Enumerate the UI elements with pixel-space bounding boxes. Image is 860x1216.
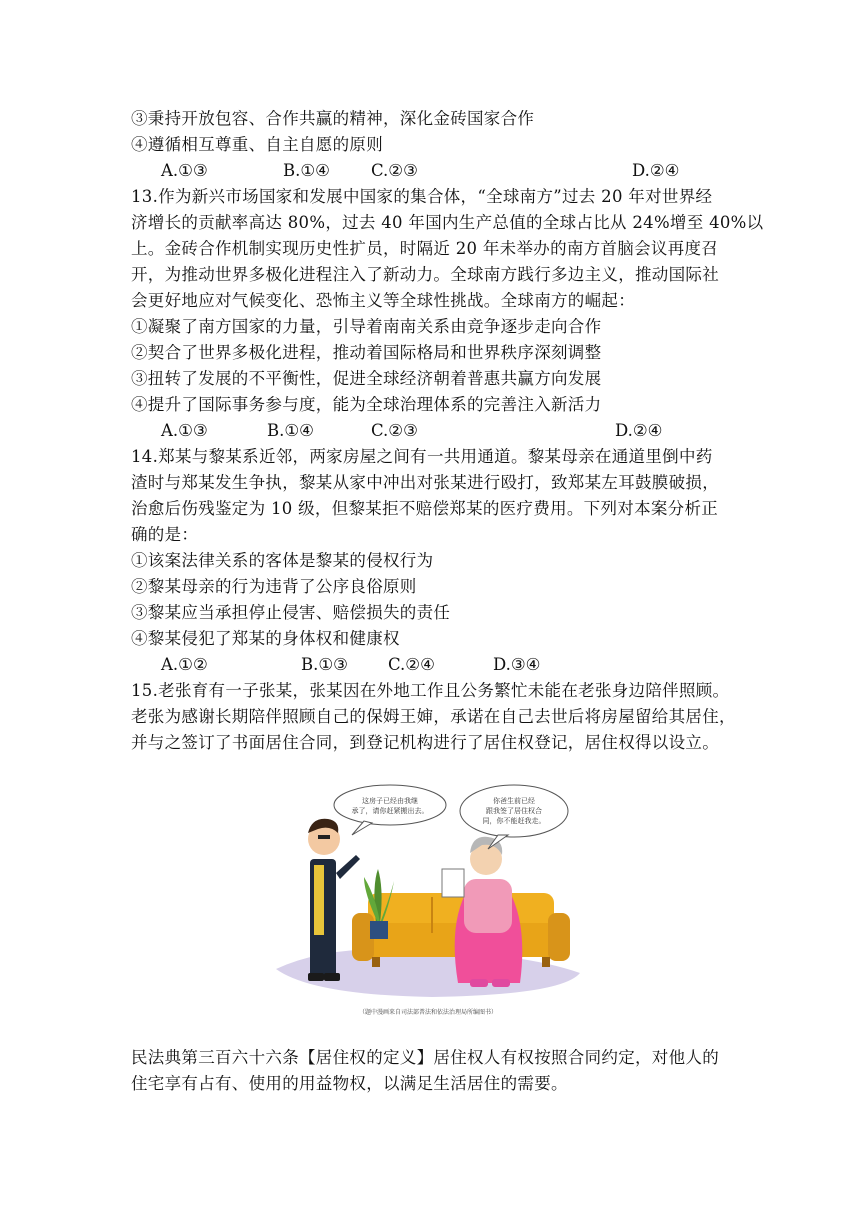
q14-statement-3: ③黎某应当承担停止侵害、赔偿损失的责任 <box>131 603 451 622</box>
q15-stem-line: 老张为感谢长期陪伴照顾自己的保姆王婶，承诺在自己去世后将房屋留给其居住， <box>131 707 736 726</box>
q14-statement-4: ④黎某侵犯了郑某的身体权和健康权 <box>131 629 400 648</box>
q15-stem-line: 15.老张育有一子张某，张某因在外地工作且公务繁忙未能在老张身边陪伴照顾。 <box>131 681 730 700</box>
q14-stem-line: 确的是： <box>131 525 199 544</box>
q13-option-c[interactable]: C.②③ <box>371 421 418 440</box>
q13-options <box>131 419 751 443</box>
q14-option-d[interactable]: D.③④ <box>493 655 541 674</box>
cartoon-caption: （题中漫画来自司法部普法和依法治理局所编图书） <box>358 1009 498 1016</box>
bubble-right-line: 跟我签了居住权合 <box>486 807 542 815</box>
bubble-right-line: 你爸生前已经 <box>493 797 535 805</box>
q13-statement-4: ④提升了国际事务参与度，能为全球治理体系的完善注入新活力 <box>131 395 602 414</box>
q14-option-a[interactable]: A.①② <box>161 655 208 674</box>
q12-option-d[interactable]: D.②④ <box>632 161 680 180</box>
speech-bubble-right <box>460 785 568 849</box>
q13-stem-line: 上。金砖合作机制实现历史性扩员，时隔近 20 年未举办的南方首脑会议再度召 <box>131 239 719 258</box>
q14-stem-line: 渣时与郑某发生争执，黎某从家中冲出对张某进行殴打，致郑某左耳鼓膜破损， <box>131 473 719 492</box>
q12-option-b[interactable]: B.①④ <box>283 161 330 180</box>
bubble-left-line: 这房子已经由我继 <box>362 797 418 805</box>
q14-statement-1: ①该案法律关系的客体是黎某的侵权行为 <box>131 551 434 570</box>
bubble-right-line: 同，你不能赶我走。 <box>482 817 546 825</box>
q14-statement-2: ②黎某母亲的行为违背了公序良俗原则 <box>131 577 417 596</box>
q12-option-c[interactable]: C.②③ <box>371 161 418 180</box>
q13-stem-line: 13.作为新兴市场国家和发展中国家的集合体，“全球南方”过去 20 年对世界经 <box>131 187 713 206</box>
q12-option-a[interactable]: A.①③ <box>161 161 208 180</box>
civil-code-line: 民法典第三百六十六条【居住权的定义】居住权人有权按照合同约定，对他人的 <box>131 1048 719 1067</box>
speech-bubble-left <box>334 785 446 835</box>
q13-stem-line: 会更好地应对气候变化、恐怖主义等全球性挑战。全球南方的崛起： <box>131 291 635 310</box>
bubble-left-line: 承了，请你赶紧搬出去。 <box>351 807 429 815</box>
q12-statement-3: ③秉持开放包容、合作共赢的精神，深化金砖国家合作 <box>131 109 535 128</box>
q13-statement-3: ③扭转了发展的不平衡性，促进全球经济朝着普惠共赢方向发展 <box>131 369 602 388</box>
q12-statement-4: ④遵循相互尊重、自主自愿的原则 <box>131 135 383 154</box>
q13-option-b[interactable]: B.①④ <box>267 421 314 440</box>
q14-stem-line: 治愈后伤残鉴定为 10 级，但黎某拒不赔偿郑某的医疗费用。下列对本案分析正 <box>131 499 719 518</box>
q12-options <box>131 159 751 183</box>
civil-code-line: 住宅享有占有、使用的用益物权，以满足生活居住的需要。 <box>131 1074 568 1093</box>
q13-stem-line: 开，为推动世界多极化进程注入了新动力。全球南方践行多边主义，推动国际社 <box>131 265 719 284</box>
q13-option-a[interactable]: A.①③ <box>161 421 208 440</box>
cartoon-figure <box>272 773 584 1025</box>
q14-option-c[interactable]: C.②④ <box>388 655 435 674</box>
q14-stem-line: 14.郑某与黎某系近邻，两家房屋之间有一共用通道。黎某母亲在通道里倒中药 <box>131 447 713 466</box>
q15-stem-line: 并与之签订了书面居住合同，到登记机构进行了居住权登记，居住权得以设立。 <box>131 733 719 752</box>
q14-option-b[interactable]: B.①③ <box>301 655 348 674</box>
q13-option-d[interactable]: D.②④ <box>615 421 663 440</box>
q14-options <box>131 653 751 677</box>
q13-stem-line: 济增长的贡献率高达 80%，过去 40 年国内生产总值的全球占比从 24%增至 40%以 <box>131 213 764 232</box>
q13-statement-2: ②契合了世界多极化进程，推动着国际格局和世界秩序深刻调整 <box>131 343 602 362</box>
q13-statement-1: ①凝聚了南方国家的力量，引导着南南关系由竞争逐步走向合作 <box>131 317 602 336</box>
